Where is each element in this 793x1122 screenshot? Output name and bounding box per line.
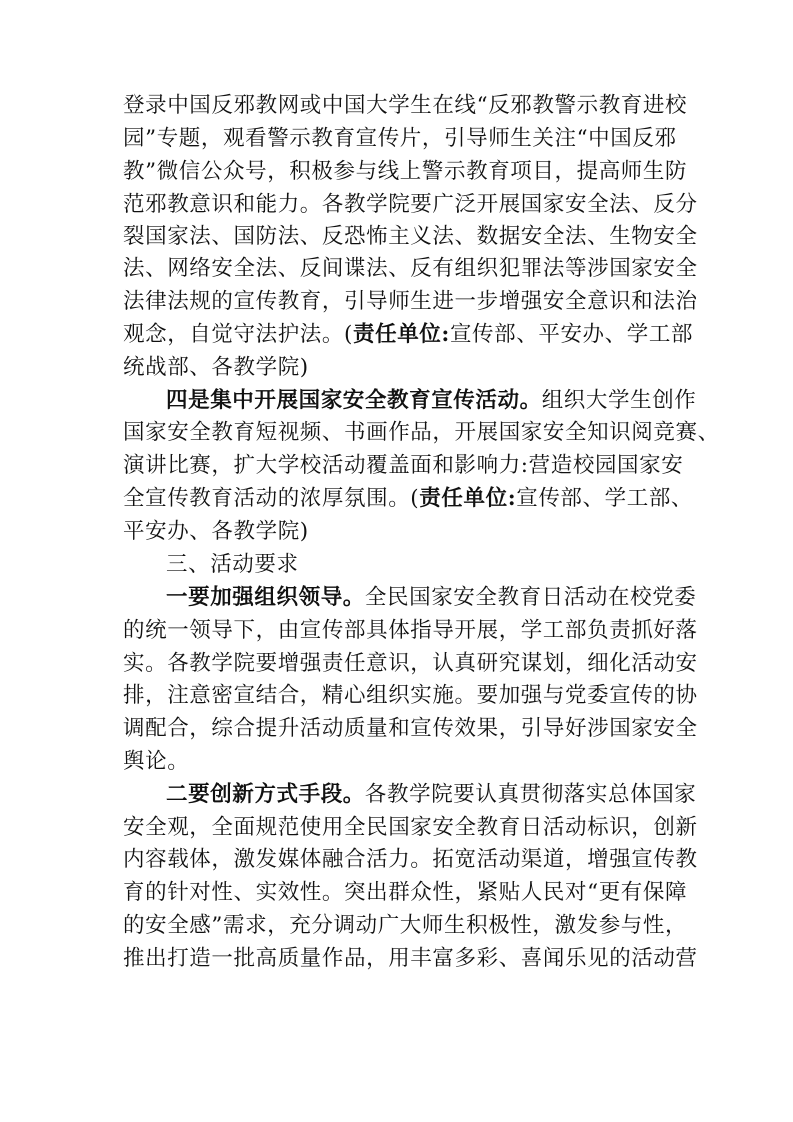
text-run: 全民国家安全教育日活动在校党委 [364,585,697,610]
text-line [123,484,694,514]
text-run: 统战部、各教学院) [123,355,309,380]
text-line [123,320,694,350]
text-run: 舆论。 [123,749,190,774]
bold-text-run: 一要加强组织领导。 [166,585,365,610]
text-line [123,747,683,777]
text-run: 调配合，综合提升活动质量和宣传效果，引导好涉国家安全 [123,716,698,741]
text-line [166,780,697,810]
text-run: 裂国家法、国防法、反恐怖主义法、数据安全法、生物安全 [123,224,698,249]
bold-text-run: 责任单位: [353,322,450,347]
text-line [123,418,720,448]
text-run: 宣传部、平安办、学工部 [449,322,694,347]
text-line [123,517,683,547]
text-run: 国家安全教育短视频、书画作品，开展国家安全知识阅竞赛、 [123,420,720,445]
text-line [123,616,698,646]
text-line [123,911,688,941]
text-line [123,813,698,843]
text-line [123,649,698,679]
bold-text-run: 二要创新方式手段。 [166,782,365,807]
text-run: 演讲比赛，扩大学校活动覆盖面和影响力:营造校园国家安 [123,453,684,478]
text-line [123,254,698,284]
text-run: 实。各教学院要增强责任意识，认真研究谋划，细化活动安 [123,651,698,676]
bold-text-run: 四是集中开展国家安全教育宣传活动。 [166,388,542,413]
text-line [166,386,697,416]
text-run: 园”专题，观看警示教育宣传片，引导师生关注“中国反邪 [123,126,677,151]
text-run: 宣传部、学工部、 [516,486,694,511]
text-line [123,91,688,121]
text-run: 内容载体，激发媒体融合活力。拓宽活动渠道，增强宣传教 [123,847,698,872]
text-line [123,222,698,252]
text-run: 的安全感”需求，充分调动广大师生积极性，激发参与性， [123,913,688,938]
text-line [166,550,683,580]
text-line [123,287,698,317]
text-run: 推出打造一批高质量作品，用丰富多彩、喜闻乐见的活动营 [123,946,698,971]
text-run: 法律法规的宣传教育，引导师生进一步增强安全意识和法治 [123,289,698,314]
text-run: 平安办、各教学院) [123,519,309,544]
text-line [123,878,688,908]
text-run: 范邪教意识和能力。各教学院要广泛开展国家安全法、反分 [123,192,698,217]
text-run: 组织大学生创作 [541,388,697,413]
text-run: 法、网络安全法、反间谍法、反有组织犯罪法等涉国家安全 [123,256,698,281]
text-line [123,714,698,744]
text-run: 安全观，全面规范使用全民国家安全教育日活动标识，创新 [123,815,698,840]
text-line [123,190,698,220]
text-line [123,124,683,154]
text-run: 教”微信公众号，积极参与线上警示教育项目，提高师生防 [123,159,688,184]
text-line [123,845,698,875]
text-line [123,944,698,974]
text-run: 全宣传教育活动的浓厚氛围。( [123,486,420,511]
text-run: 育的针对性、实效性。突出群众性，紧贴人民对“更有保障 [123,880,688,905]
text-line [123,157,688,187]
bold-text-run: 责任单位: [419,486,517,511]
text-line [123,451,683,481]
text-run: 各教学院要认真贯彻落实总体国家 [364,782,697,807]
text-run: 登录中国反邪教网或中国大学生在线“反邪教警示教育进校 [123,93,688,118]
text-line [123,681,698,711]
text-line [166,583,697,613]
text-run: 的统一领导下，由宣传部具体指导开展，学工部负责抓好落 [123,618,698,643]
text-run: 排，注意密宣结合，精心组织实施。要加强与党委宣传的协 [123,683,698,708]
text-run: 三、活动要求 [166,552,299,577]
text-line [123,353,683,383]
text-run: 观念，自觉守法护法。( [123,322,353,347]
